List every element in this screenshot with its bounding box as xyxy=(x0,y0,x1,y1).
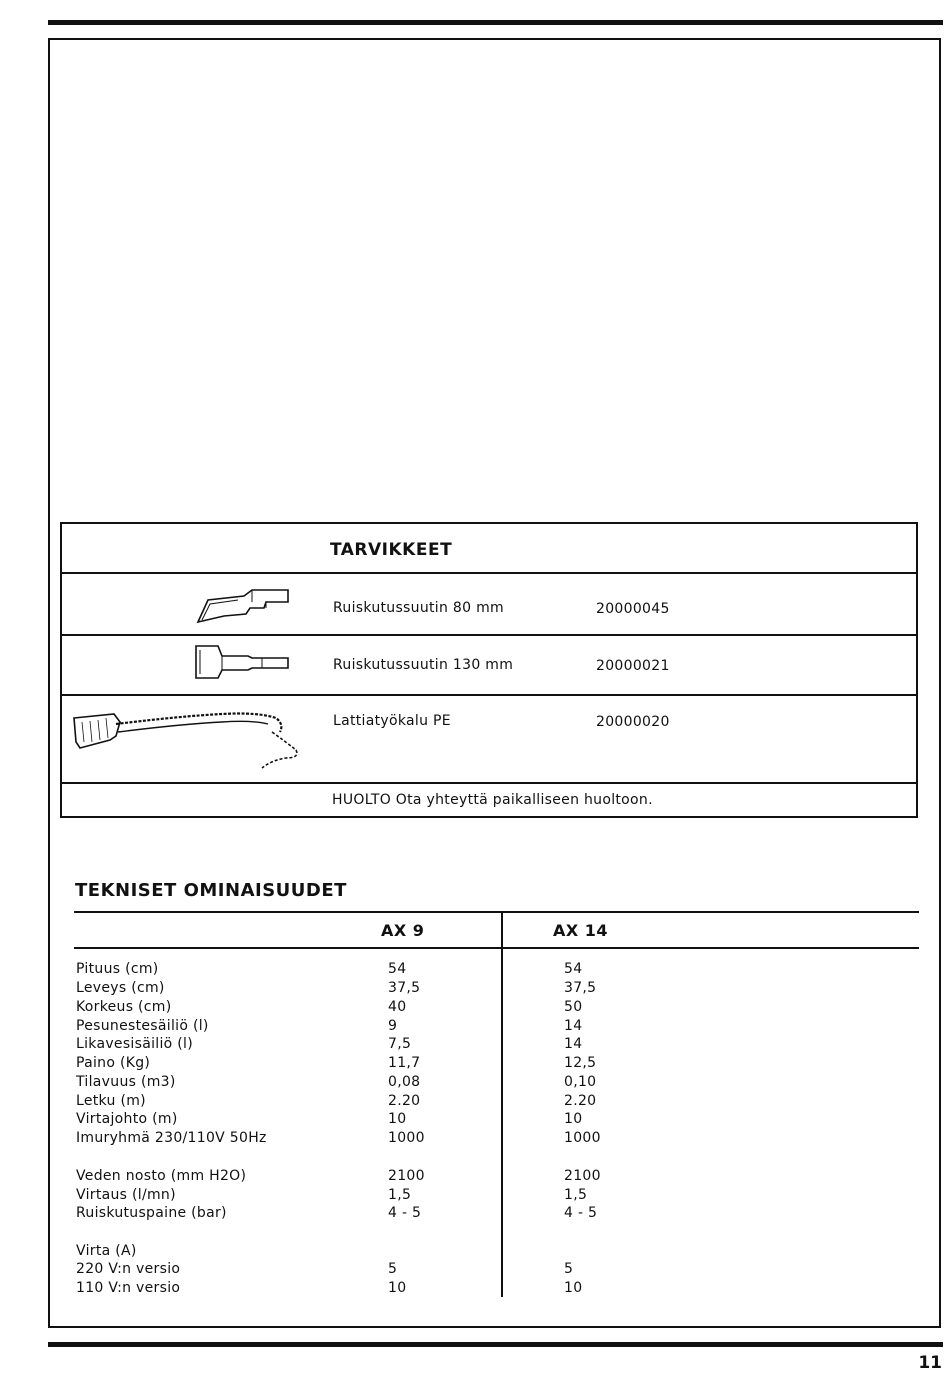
spec-value-ax14: 14 xyxy=(564,1018,583,1034)
spec-value-ax14: 1,5 xyxy=(564,1187,588,1203)
divider xyxy=(62,572,916,574)
spec-value-ax9: 11,7 xyxy=(388,1055,421,1071)
accessory-code: 20000045 xyxy=(596,601,670,617)
spec-label: Leveys (cm) xyxy=(76,980,165,996)
divider xyxy=(62,634,916,636)
spec-value-ax9: 40 xyxy=(388,999,407,1015)
service-note: HUOLTO Ota yhteyttä paikalliseen huoltoon. xyxy=(332,792,653,808)
spec-value-ax9: 2.20 xyxy=(388,1093,421,1109)
spec-value-ax9: 37,5 xyxy=(388,980,421,996)
accessory-name: Lattiatyökalu PE xyxy=(333,713,451,729)
specs-column-divider xyxy=(501,913,503,1297)
spec-value-ax14: 5 xyxy=(564,1261,574,1277)
spec-value-ax14: 0,10 xyxy=(564,1074,597,1090)
divider xyxy=(62,782,916,784)
spec-value-ax14: 10 xyxy=(564,1111,583,1127)
spec-value-ax14: 54 xyxy=(564,961,583,977)
specs-header-rule xyxy=(74,947,919,949)
top-rule xyxy=(48,20,943,25)
specs-top-rule xyxy=(74,911,919,913)
spec-value-ax9: 1,5 xyxy=(388,1187,412,1203)
spec-value-ax14: 12,5 xyxy=(564,1055,597,1071)
spec-value-ax9: 7,5 xyxy=(388,1036,412,1052)
spec-value-ax14: 4 - 5 xyxy=(564,1205,598,1221)
spec-label: Korkeus (cm) xyxy=(76,999,172,1015)
spec-value-ax9: 5 xyxy=(388,1261,398,1277)
spec-value-ax9: 0,08 xyxy=(388,1074,421,1090)
spec-value-ax9: 9 xyxy=(388,1018,398,1034)
spec-label: Ruiskutuspaine (bar) xyxy=(76,1205,227,1221)
bottom-rule xyxy=(48,1342,943,1347)
spec-value-ax14: 2100 xyxy=(564,1168,601,1184)
column-header-ax14: AX 14 xyxy=(553,921,609,940)
spec-label: Paino (Kg) xyxy=(76,1055,151,1071)
spec-value-ax14: 14 xyxy=(564,1036,583,1052)
floor-tool-icon xyxy=(72,708,302,774)
spec-label: Letku (m) xyxy=(76,1093,146,1109)
column-header-ax9: AX 9 xyxy=(381,921,425,940)
accessory-code: 20000020 xyxy=(596,714,670,730)
spray-nozzle-130mm-icon xyxy=(192,644,292,682)
spec-value-ax14: 1000 xyxy=(564,1130,601,1146)
accessory-name: Ruiskutussuutin 130 mm xyxy=(333,657,514,673)
spec-label: Pesunestesäiliö (l) xyxy=(76,1018,209,1034)
spec-value-ax14: 37,5 xyxy=(564,980,597,996)
spec-label: Pituus (cm) xyxy=(76,961,159,977)
spec-label: Virtaus (l/mn) xyxy=(76,1187,176,1203)
accessories-table xyxy=(60,522,918,818)
spec-value-ax14: 50 xyxy=(564,999,583,1015)
spec-label: Tilavuus (m3) xyxy=(76,1074,176,1090)
spec-value-ax14: 10 xyxy=(564,1280,583,1296)
spec-label: 110 V:n versio xyxy=(76,1280,181,1296)
specs-title: TEKNISET OMINAISUUDET xyxy=(75,880,347,901)
spec-value-ax9: 54 xyxy=(388,961,407,977)
spray-nozzle-80mm-icon xyxy=(194,586,294,628)
spec-value-ax9: 10 xyxy=(388,1111,407,1127)
spec-value-ax14: 2.20 xyxy=(564,1093,597,1109)
divider xyxy=(62,694,916,696)
spec-value-ax9: 10 xyxy=(388,1280,407,1296)
accessory-name: Ruiskutussuutin 80 mm xyxy=(333,600,504,616)
spec-label: Virtajohto (m) xyxy=(76,1111,178,1127)
accessories-title: TARVIKKEET xyxy=(330,540,453,560)
spec-label: Likavesisäiliö (l) xyxy=(76,1036,193,1052)
accessory-code: 20000021 xyxy=(596,658,670,674)
page-number: 11 xyxy=(918,1353,942,1373)
spec-label: Imuryhmä 230/110V 50Hz xyxy=(76,1130,267,1146)
spec-value-ax9: 2100 xyxy=(388,1168,425,1184)
spec-label: Veden nosto (mm H2O) xyxy=(76,1168,247,1184)
spec-value-ax9: 4 - 5 xyxy=(388,1205,422,1221)
spec-value-ax9: 1000 xyxy=(388,1130,425,1146)
spec-label: Virta (A) xyxy=(76,1243,137,1259)
spec-label: 220 V:n versio xyxy=(76,1261,181,1277)
